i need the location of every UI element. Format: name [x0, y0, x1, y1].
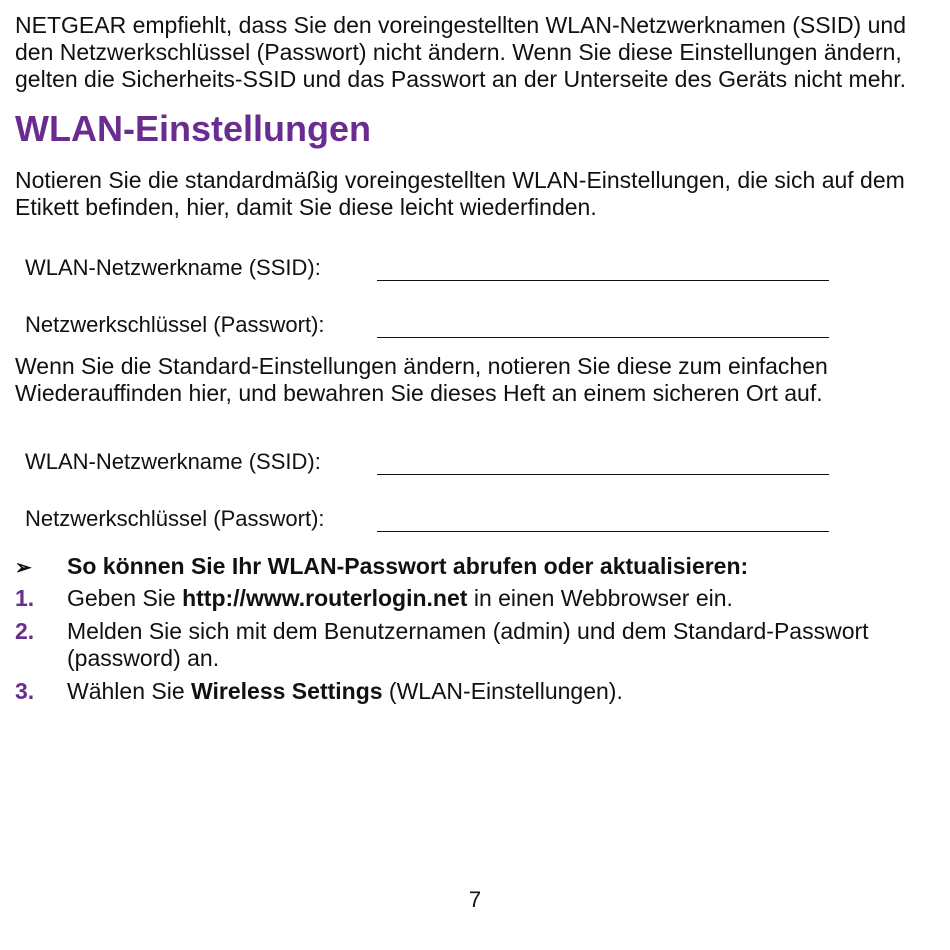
steps-list: [15, 585, 915, 705]
default-key-write-line: [377, 336, 829, 338]
section-title: WLAN-Einstellungen: [15, 108, 371, 149]
default-key-row: [15, 302, 915, 338]
step-item: [15, 585, 915, 612]
step-item: [15, 618, 915, 672]
step-text-post: (WLAN-Einstellungen).: [382, 678, 623, 704]
task-heading: [15, 553, 915, 582]
changed-ssid-label: WLAN-Netzwerkname (SSID):: [25, 449, 321, 474]
step-number: 2.: [15, 618, 35, 644]
step-text-pre: Wählen Sie: [67, 678, 192, 704]
step-item: [15, 678, 915, 705]
default-ssid-label: WLAN-Netzwerkname (SSID):: [25, 255, 321, 280]
step-url: http://www.routerlogin.net: [182, 585, 468, 611]
step-text-post: in einen Webbrowser ein.: [467, 585, 733, 611]
default-settings-fields: [15, 245, 915, 338]
step-menu-name: Wireless Settings: [191, 678, 383, 704]
changed-key-row: [15, 496, 915, 532]
step-text-pre: Melden Sie sich mit dem Benutzernamen (admin) und dem Standard-Passwort (password) an.: [67, 618, 869, 671]
arrow-bullet-icon: ➢: [15, 557, 32, 579]
changed-key-write-line: [377, 530, 829, 532]
step-text: [67, 585, 733, 612]
intro-paragraph: NETGEAR empfiehlt, dass Sie den voreingestellten WLAN-Netzwerknamen (SSID) und den Netzwerkschlüssel (Passwort) nicht ändern. Wenn Sie diese Einstellungen ändern, gelten die Sicherheits-SSID und das Passwort an der Unterseite des Geräts nicht mehr.: [15, 12, 907, 92]
step-number: 3.: [15, 678, 35, 704]
record-defaults-paragraph: Notieren Sie die standardmäßig voreingestellten WLAN-Einstellungen, die sich auf dem Etikett befinden, hier, damit Sie diese leicht wiederfinden.: [15, 167, 905, 220]
step-text: [67, 678, 623, 705]
default-ssid-row: [15, 245, 915, 281]
step-text-pre: Geben Sie: [67, 585, 183, 611]
changed-ssid-write-line: [377, 473, 829, 475]
changed-settings-fields: [15, 439, 915, 532]
document-page: [15, 12, 915, 711]
task-title: So können Sie Ihr WLAN-Passwort abrufen oder aktualisieren:: [67, 553, 749, 579]
step-text: [67, 618, 915, 672]
page-number: 7: [468, 887, 482, 912]
step-number: 1.: [15, 585, 35, 611]
default-key-label: Netzwerkschlüssel (Passwort):: [25, 312, 325, 337]
changed-key-label: Netzwerkschlüssel (Passwort):: [25, 506, 325, 531]
record-changes-paragraph: Wenn Sie die Standard-Einstellungen ändern, notieren Sie diese zum einfachen Wiederauffinden hier, und bewahren Sie dieses Heft an einem sicheren Ort auf.: [15, 353, 828, 406]
default-ssid-write-line: [377, 279, 829, 281]
changed-ssid-row: [15, 439, 915, 475]
